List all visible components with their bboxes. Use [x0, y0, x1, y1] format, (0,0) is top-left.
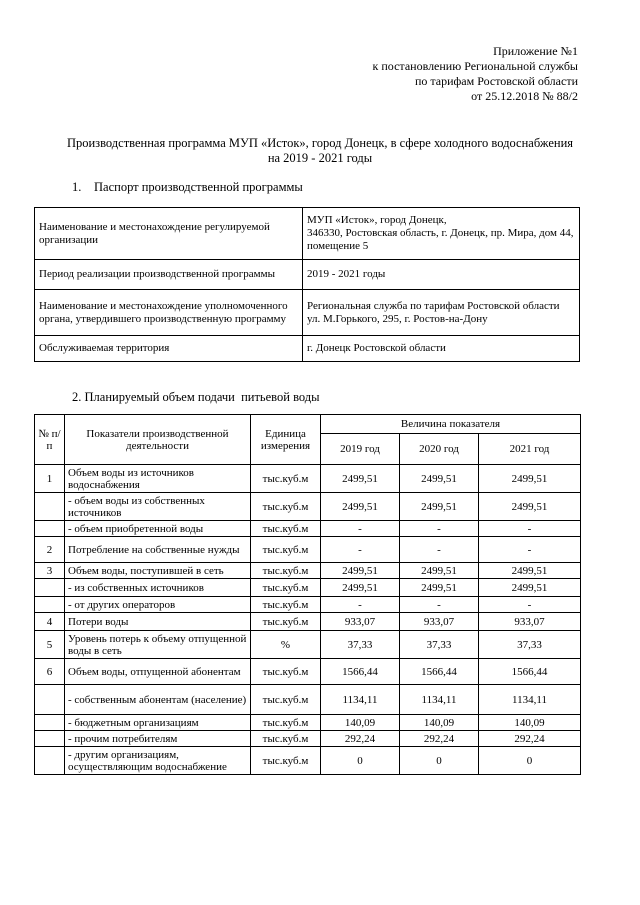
row-indicator: Потери воды — [65, 613, 251, 631]
passport-value-line: МУП «Исток», город Донецк, — [307, 214, 447, 226]
table-row — [35, 731, 581, 747]
row-value-2020: 0 — [400, 747, 479, 775]
row-unit: тыс.куб.м — [251, 493, 321, 521]
passport-table — [34, 207, 580, 362]
passport-value — [303, 208, 580, 260]
section-1-title: Паспорт производственной программы — [94, 180, 303, 194]
row-unit: % — [251, 631, 321, 659]
section-1-heading — [72, 180, 303, 195]
row-value-2019: - — [321, 597, 400, 613]
row-indicator: - прочим потребителям — [65, 731, 251, 747]
row-unit: тыс.куб.м — [251, 537, 321, 563]
row-value-2019: 1134,11 — [321, 685, 400, 715]
row-number: 4 — [35, 613, 65, 631]
row-value-2021: 292,24 — [479, 731, 581, 747]
row-value-2021: 2499,51 — [479, 579, 581, 597]
row-number — [35, 521, 65, 537]
row-number: 6 — [35, 659, 65, 685]
passport-value — [303, 260, 580, 290]
passport-key: Наименование и местонахождение регулируемой организации — [35, 208, 303, 260]
row-number — [35, 493, 65, 521]
passport-value-line: 346330, Ростовская область, г. Донецк, пр. Мира, дом 44, помещение 5 — [307, 227, 574, 252]
section-2-heading: 2. Планируемый объем подачи питьевой воды — [72, 390, 320, 404]
row-value-2019: 140,09 — [321, 715, 400, 731]
title-line-1: Производственная программа МУП «Исток», город Донецк, в сфере холодного водоснабжения — [66, 136, 574, 150]
row-number — [35, 731, 65, 747]
document-title — [30, 136, 610, 166]
passport-value-line: г. Донецк Ростовской области — [307, 342, 446, 354]
row-indicator: Объем воды из источников водоснабжения — [65, 465, 251, 493]
row-number: 3 — [35, 563, 65, 579]
row-value-2020: 1566,44 — [400, 659, 479, 685]
row-value-2020: 2499,51 — [400, 563, 479, 579]
row-value-2021: 2499,51 — [479, 465, 581, 493]
title-line-2: на 2019 - 2021 годы — [267, 151, 373, 165]
header-indicator: Показатели производственной деятельности — [65, 415, 251, 465]
row-unit: тыс.куб.м — [251, 747, 321, 775]
row-value-2021: - — [479, 521, 581, 537]
row-value-2019: 933,07 — [321, 613, 400, 631]
table-row — [35, 613, 581, 631]
row-value-2020: 1134,11 — [400, 685, 479, 715]
row-number: 1 — [35, 465, 65, 493]
row-indicator: Объем воды, отпущенной абонентам — [65, 659, 251, 685]
row-value-2020: - — [400, 521, 479, 537]
table-row — [35, 563, 581, 579]
passport-key: Обслуживаемая территория — [35, 336, 303, 362]
row-unit: тыс.куб.м — [251, 731, 321, 747]
row-value-2020: 37,33 — [400, 631, 479, 659]
appendix-header — [248, 44, 578, 104]
row-value-2021: 0 — [479, 747, 581, 775]
row-unit: тыс.куб.м — [251, 521, 321, 537]
row-unit: тыс.куб.м — [251, 597, 321, 613]
header-unit: Единица измерения — [251, 415, 321, 465]
header-num: № п/п — [35, 415, 65, 465]
row-value-2019: 1566,44 — [321, 659, 400, 685]
passport-value-line: Региональная служба по тарифам Ростовской области — [307, 299, 560, 312]
row-value-2021: 140,09 — [479, 715, 581, 731]
passport-row — [35, 208, 580, 260]
row-value-2021: 1566,44 — [479, 659, 581, 685]
row-indicator: - из собственных источников — [65, 579, 251, 597]
row-value-2019: 2499,51 — [321, 465, 400, 493]
header-year-2021: 2021 год — [479, 434, 581, 465]
row-indicator: Потребление на собственные нужды — [65, 537, 251, 563]
section-1-number: 1. — [72, 180, 82, 194]
row-indicator: - бюджетным организациям — [65, 715, 251, 731]
row-number — [35, 747, 65, 775]
row-value-2020: 2499,51 — [400, 493, 479, 521]
row-unit: тыс.куб.м — [251, 465, 321, 493]
table-row — [35, 579, 581, 597]
row-indicator: Объем воды, поступившей в сеть — [65, 563, 251, 579]
passport-value — [303, 290, 580, 336]
row-value-2021: 2499,51 — [479, 493, 581, 521]
header-year-2020: 2020 год — [400, 434, 479, 465]
row-value-2020: 2499,51 — [400, 579, 479, 597]
row-indicator: - от других операторов — [65, 597, 251, 613]
row-value-2020: 2499,51 — [400, 465, 479, 493]
table-row — [35, 521, 581, 537]
passport-value-line: 2019 - 2021 годы — [307, 268, 386, 280]
row-value-2020: - — [400, 597, 479, 613]
row-value-2021: - — [479, 537, 581, 563]
row-value-2019: 37,33 — [321, 631, 400, 659]
row-value-2021: 2499,51 — [479, 563, 581, 579]
table-row — [35, 715, 581, 731]
table-row — [35, 659, 581, 685]
row-unit: тыс.куб.м — [251, 685, 321, 715]
passport-key: Период реализации производственной программы — [35, 260, 303, 290]
table-row — [35, 747, 581, 775]
row-value-2020: 140,09 — [400, 715, 479, 731]
passport-row — [35, 336, 580, 362]
table-row — [35, 493, 581, 521]
row-value-2020: - — [400, 537, 479, 563]
table-row — [35, 465, 581, 493]
passport-row — [35, 290, 580, 336]
row-value-2021: 1134,11 — [479, 685, 581, 715]
appendix-line-3: по тарифам Ростовской области — [414, 74, 578, 88]
row-value-2019: 292,24 — [321, 731, 400, 747]
row-indicator: Уровень потерь к объему отпущенной воды в сеть — [65, 631, 251, 659]
row-value-2020: 292,24 — [400, 731, 479, 747]
row-unit: тыс.куб.м — [251, 715, 321, 731]
row-number — [35, 685, 65, 715]
row-number — [35, 579, 65, 597]
row-indicator: - собственным абонентам (население) — [65, 685, 251, 715]
row-value-2019: 2499,51 — [321, 493, 400, 521]
passport-value — [303, 336, 580, 362]
row-unit: тыс.куб.м — [251, 613, 321, 631]
row-value-2020: 933,07 — [400, 613, 479, 631]
row-number — [35, 597, 65, 613]
row-indicator: - объем воды из собственных источников — [65, 493, 251, 521]
table-row — [35, 597, 581, 613]
row-value-2019: - — [321, 537, 400, 563]
appendix-line-1: Приложение №1 — [493, 44, 578, 58]
row-value-2019: 2499,51 — [321, 579, 400, 597]
row-unit: тыс.куб.м — [251, 563, 321, 579]
row-value-2021: 37,33 — [479, 631, 581, 659]
row-value-2019: 0 — [321, 747, 400, 775]
water-volume-table — [34, 414, 581, 775]
row-value-2021: 933,07 — [479, 613, 581, 631]
passport-key: Наименование и местонахождение уполномоченного органа, утвердившего производственную программу — [35, 290, 303, 336]
appendix-line-4: от 25.12.2018 № 88/2 — [471, 89, 578, 103]
header-value-group: Величина показателя — [321, 415, 581, 434]
row-value-2019: 2499,51 — [321, 563, 400, 579]
row-number — [35, 715, 65, 731]
passport-row — [35, 260, 580, 290]
row-value-2019: - — [321, 521, 400, 537]
table-row — [35, 631, 581, 659]
table-row — [35, 537, 581, 563]
header-year-2019: 2019 год — [321, 434, 400, 465]
row-value-2021: - — [479, 597, 581, 613]
passport-value-line: ул. М.Горького, 295, г. Ростов-на-Дону — [307, 312, 488, 325]
appendix-line-2: к постановлению Региональной службы — [372, 59, 578, 73]
row-number: 2 — [35, 537, 65, 563]
row-unit: тыс.куб.м — [251, 659, 321, 685]
row-indicator: - объем приобретенной воды — [65, 521, 251, 537]
row-number: 5 — [35, 631, 65, 659]
row-indicator: - другим организациям, осуществляющим водоснабжение — [65, 747, 251, 775]
table-row — [35, 685, 581, 715]
row-unit: тыс.куб.м — [251, 579, 321, 597]
